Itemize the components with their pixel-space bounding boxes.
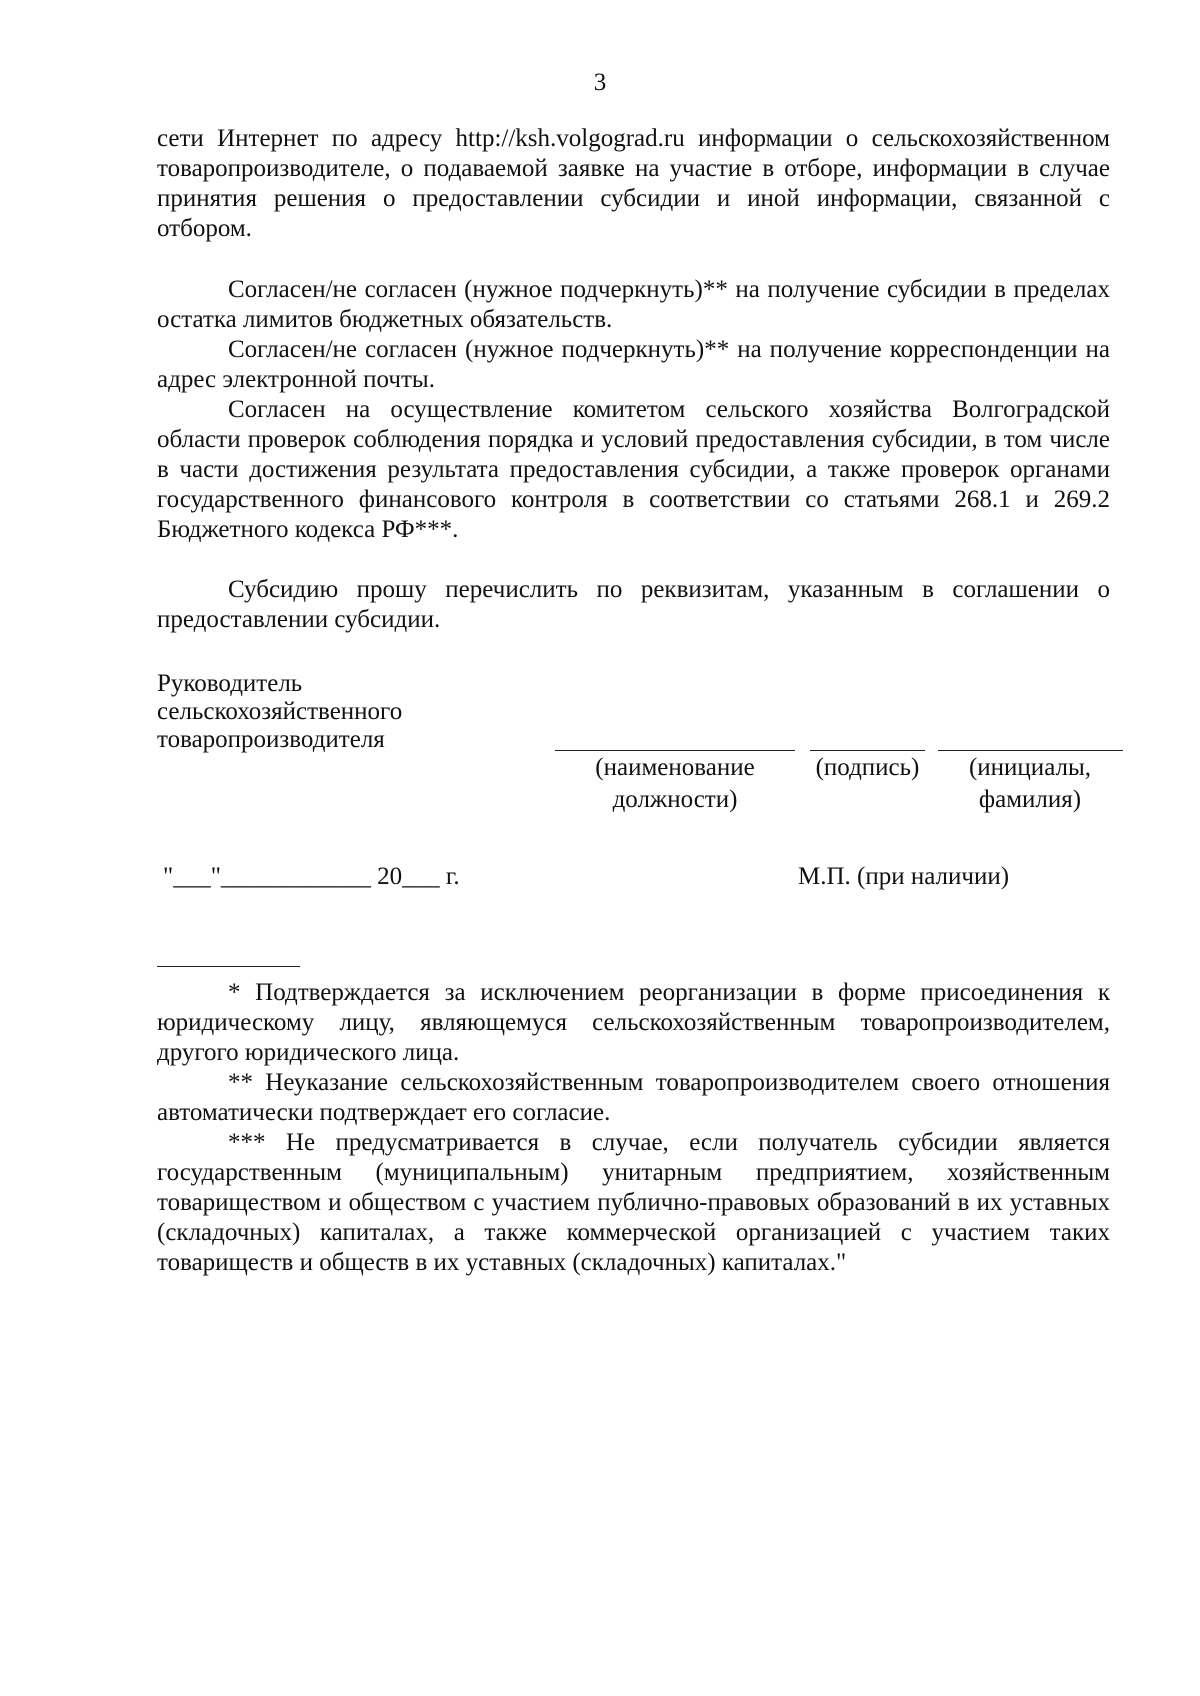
paragraph-text: Согласен на осуществление комитетом сельского хозяйства Волгоградской области проверок соблюдения порядка и условий предоставления субсидии, в том числе в части достижения результата предоставления субсидии, а также проверок органами государственного финансового контроля в соответствии со статьями 268.1 и 269.2 Бюджетного кодекса РФ***. bbox=[157, 396, 1110, 543]
footnote-text: ** Неуказание сельскохозяйственным товаропроизводителем своего отношения автоматически подтверждает его согласие. bbox=[157, 1069, 1110, 1126]
caption-line: (подпись) bbox=[815, 754, 920, 781]
caption-line: (инициалы, bbox=[968, 754, 1092, 781]
paragraph-text: сети Интернет по адресу http://ksh.volgograd.ru информации о сельскохозяйственном товаропроизводителе, о подаваемой заявке на участие в отборе, информации в случае принятия решения о предоставлении субсидии и иной информации, связанной с отбором. bbox=[157, 125, 1110, 242]
position-caption bbox=[555, 752, 795, 816]
signer-title bbox=[157, 670, 402, 754]
signer-line: сельскохозяйственного bbox=[157, 698, 403, 725]
paragraph-email-correspondence bbox=[157, 335, 1110, 395]
paragraph-payment-details bbox=[157, 575, 1110, 635]
footnote-separator bbox=[157, 966, 300, 967]
paragraph-internet-consent bbox=[157, 124, 1110, 244]
footnote-1 bbox=[157, 978, 1110, 1068]
stamp-note: М.П. (при наличии) bbox=[798, 863, 1010, 890]
paragraph-text: Субсидию прошу перечислить по реквизитам, указанным в соглашении о предоставлении субсидии. bbox=[157, 576, 1110, 633]
signature-caption bbox=[800, 752, 935, 784]
signer-line: товаропроизводителя bbox=[157, 726, 385, 753]
signature-blank-line bbox=[810, 750, 925, 751]
caption-line: должности) bbox=[612, 786, 738, 813]
paragraph-inspection-consent bbox=[157, 395, 1110, 545]
signer-line: Руководитель bbox=[157, 670, 303, 697]
position-blank-line bbox=[555, 750, 795, 751]
caption-line: фамилия) bbox=[978, 786, 1082, 813]
paragraph-text: Согласен/не согласен (нужное подчеркнуть)** на получение субсидии в пределах остатка лимитов бюджетных обязательств. bbox=[157, 276, 1110, 333]
name-caption bbox=[940, 752, 1120, 816]
paragraph-subsidy-limits bbox=[157, 275, 1110, 335]
date-blank: "___"____________ 20___ г. bbox=[163, 863, 460, 890]
name-blank-line bbox=[938, 750, 1123, 751]
caption-line: (наименование bbox=[595, 754, 755, 781]
footnote-text: *** Не предусматривается в случае, если получатель субсидии является государственным (муниципальным) унитарным предприятием, хозяйственным товариществом и обществом с участием публично-правовых образований в их уставных (складочных) капиталах, а также коммерческой организацией с участием таких товариществ и обществ в их уставных (складочных) капиталах." bbox=[157, 1129, 1110, 1276]
footnote-2 bbox=[157, 1068, 1110, 1128]
page-number: 3 bbox=[593, 69, 607, 96]
paragraph-text: Согласен/не согласен (нужное подчеркнуть)** на получение корреспонденции на адрес электронной почты. bbox=[157, 336, 1110, 393]
footnote-3 bbox=[157, 1128, 1110, 1278]
footnote-text: * Подтверждается за исключением реорганизации в форме присоединения к юридическому лицу, являющемуся сельскохозяйственным товаропроизводителем, другого юридического лица. bbox=[157, 979, 1110, 1066]
